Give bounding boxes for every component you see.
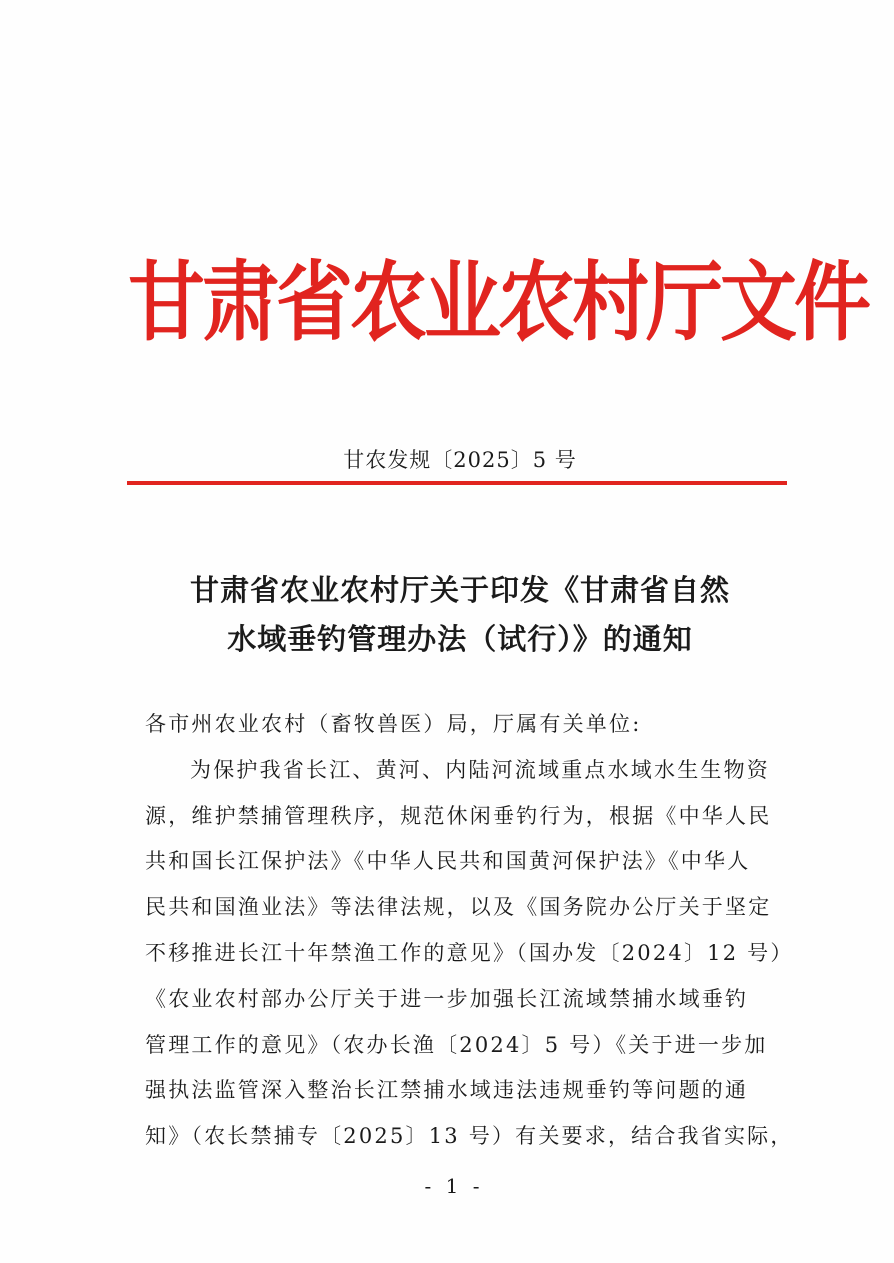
notice-body — [145, 702, 794, 1160]
body-line: 不移推进长江十年禁渔工作的意见》（国办发〔2024〕12 号） — [145, 940, 794, 965]
body-line: 管理工作的意见》（农办长渔〔2024〕5 号）《关于进一步加 — [145, 1032, 768, 1057]
body-line: 共和国长江保护法》《中华人民共和国黄河保护法》《中华人 — [145, 849, 751, 874]
notice-title — [120, 566, 800, 664]
document-number: 甘农发规〔2025〕5 号 — [343, 448, 577, 472]
notice-title-line-2: 水域垂钓管理办法（试行）》的通知 — [227, 622, 693, 656]
red-divider-line — [127, 481, 787, 485]
page-number: - 1 - — [424, 1174, 484, 1198]
body-line: 为保护我省长江、黄河、内陆河流域重点水域水生生物资 — [190, 757, 770, 782]
body-line: 《农业农村部办公厅关于进一步加强长江流域禁捕水域垂钓 — [145, 986, 749, 1011]
addressee-line: 各市州农业农村（畜牧兽医）局，厅属有关单位: — [145, 712, 642, 736]
notice-title-line-1: 甘肃省农业农村厅关于印发《甘肃省自然 — [189, 573, 730, 607]
body-line: 强执法监管深入整治长江禁捕水域违法违规垂钓等问题的通 — [145, 1078, 749, 1103]
body-line: 民共和国渔业法》等法律法规，以及《国务院办公厅关于坚定 — [145, 895, 772, 920]
issuer-banner: 甘肃省农业农村厅文件 — [128, 252, 868, 354]
body-line: 知》（农长禁捕专〔2025〕13 号）有关要求，结合我省实际， — [145, 1124, 794, 1149]
body-line: 源，维护禁捕管理秩序，规范休闲垂钓行为，根据《中华人民 — [145, 803, 772, 828]
